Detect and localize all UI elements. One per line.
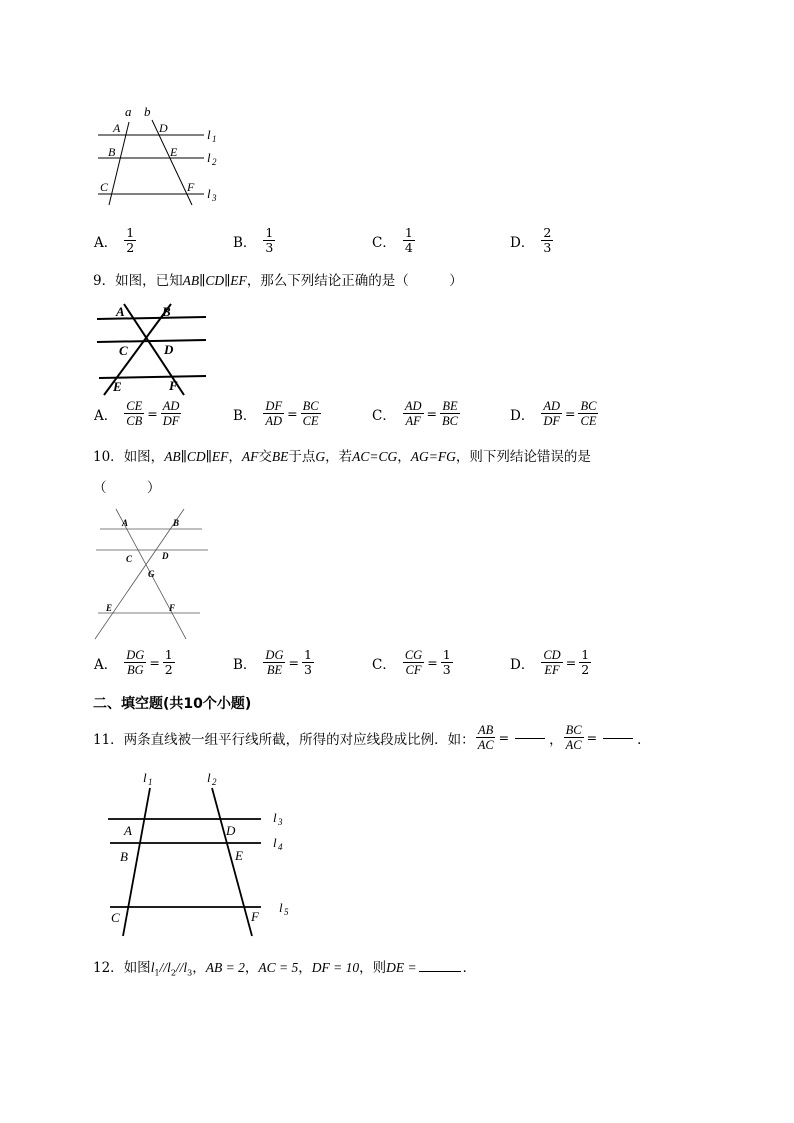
q9-label-D: D	[164, 342, 174, 357]
q10-option-d[interactable]: D． $\frac{CD}{EF}$ = $\frac{1}{2}$	[510, 647, 590, 678]
q9-label-E: E	[113, 379, 122, 394]
q11-label-C: C	[111, 910, 120, 925]
q9-label-C: C	[119, 343, 128, 358]
q8-label-l3: l	[207, 186, 211, 201]
q10-option-c[interactable]: C． $\frac{CG}{CF}$ = $\frac{1}{3}$	[372, 647, 451, 678]
q10-label-G: G	[148, 569, 155, 579]
q9-option-d[interactable]: D． $\frac{AD}{DF}$ = $\frac{BC}{CE}$	[510, 399, 597, 429]
q10-label-C: C	[126, 554, 133, 564]
q12-blank[interactable]	[419, 970, 461, 972]
q11-figure	[104, 766, 304, 940]
q9-figure	[94, 298, 209, 398]
q10-label-B: B	[173, 518, 180, 528]
svg-text:1: 1	[148, 777, 153, 787]
q11-label-l1: l	[143, 770, 147, 785]
svg-text:1: 1	[212, 134, 217, 144]
q9-option-a[interactable]: A． $\frac{CE}{CB}$ = $\frac{AD}{DF}$	[94, 399, 180, 429]
q11-question: 11． 两条直线被一组平行线所截，所得的对应线段成比例．如： $\frac{AB}{AC}$ = ， $\frac{BC}{AC}$ = ．	[93, 723, 651, 753]
svg-text:3: 3	[278, 817, 283, 827]
q9-label-A: A	[116, 304, 125, 319]
q10-option-b[interactable]: B． $\frac{DG}{BE}$ = $\frac{1}{3}$	[233, 647, 312, 678]
svg-text:5: 5	[284, 907, 289, 917]
q9-question: 9．如图，已知AB∥CD∥EF，那么下列结论正确的是（ ）	[93, 273, 463, 289]
q9-option-b[interactable]: B． $\frac{DF}{AD}$ = $\frac{BC}{CE}$	[233, 399, 319, 429]
q10-question: 10．如图，AB∥CD∥EF，AF交BE于点G，若AC=CG，AG=FG，则下列结论错误的是	[93, 449, 591, 465]
q10-option-a[interactable]: A． $\frac{DG}{BG}$ = $\frac{1}{2}$	[94, 647, 173, 678]
q8-label-A: A	[113, 121, 121, 135]
q8-label-b: b	[144, 104, 151, 119]
q8-option-b[interactable]: B． $\frac{1}{3}$	[233, 225, 274, 256]
q11-label-l4: l	[273, 835, 277, 850]
q10-label-D: D	[162, 551, 169, 561]
q11-blank-2[interactable]	[603, 737, 633, 739]
q8-label-E: E	[170, 145, 178, 159]
q11-label-A: A	[124, 823, 132, 838]
q10-figure	[92, 507, 210, 641]
q8-label-l1: l	[207, 127, 211, 142]
q9-label-F: F	[169, 378, 178, 393]
fraction: $\frac{1}{4}$	[404, 225, 413, 256]
q8-option-d[interactable]: D． $\frac{2}{3}$	[510, 225, 552, 256]
fraction: $\frac{1}{3}$	[265, 225, 274, 256]
q8-label-D: D	[159, 121, 168, 135]
q10-label-A: A	[122, 518, 129, 528]
q12-question: 12．如图$l_1//l_2//l_3$，AB = 2，AC = 5，DF = 10，则DE = ．	[93, 960, 477, 978]
svg-text:2: 2	[212, 157, 217, 167]
svg-text:3: 3	[212, 193, 217, 203]
q11-label-B: B	[120, 849, 128, 864]
q11-label-E: E	[235, 848, 243, 863]
q8-option-a[interactable]: A． $\frac{1}{2}$	[94, 225, 135, 256]
q9-label-B: B	[162, 304, 171, 319]
q11-label-l2: l	[207, 770, 211, 785]
q10-answer-paren: （ ）	[93, 480, 161, 496]
q11-label-l5: l	[279, 900, 283, 915]
q11-label-l3: l	[273, 810, 277, 825]
svg-text:4: 4	[278, 842, 283, 852]
q8-label-F: F	[187, 180, 195, 194]
q8-label-l2: l	[207, 150, 211, 165]
q10-label-E: E	[106, 603, 113, 613]
q8-option-c[interactable]: C． $\frac{1}{4}$	[372, 225, 413, 256]
q8-label-C: C	[100, 180, 109, 194]
section-title: 二、填空题(共10个小题)	[93, 696, 252, 712]
q11-label-D: D	[226, 823, 236, 838]
q11-label-F: F	[251, 909, 259, 924]
q8-figure	[92, 102, 232, 210]
svg-text:2: 2	[212, 777, 217, 787]
q8-label-B: B	[108, 145, 116, 159]
q10-label-F: F	[169, 603, 176, 613]
q11-blank-1[interactable]	[515, 737, 545, 739]
fraction: $\frac{1}{2}$	[126, 225, 135, 256]
fraction: $\frac{2}{3}$	[543, 225, 552, 256]
q9-option-c[interactable]: C． $\frac{AD}{AF}$ = $\frac{BE}{BC}$	[372, 399, 458, 429]
q8-label-a: a	[125, 104, 132, 119]
